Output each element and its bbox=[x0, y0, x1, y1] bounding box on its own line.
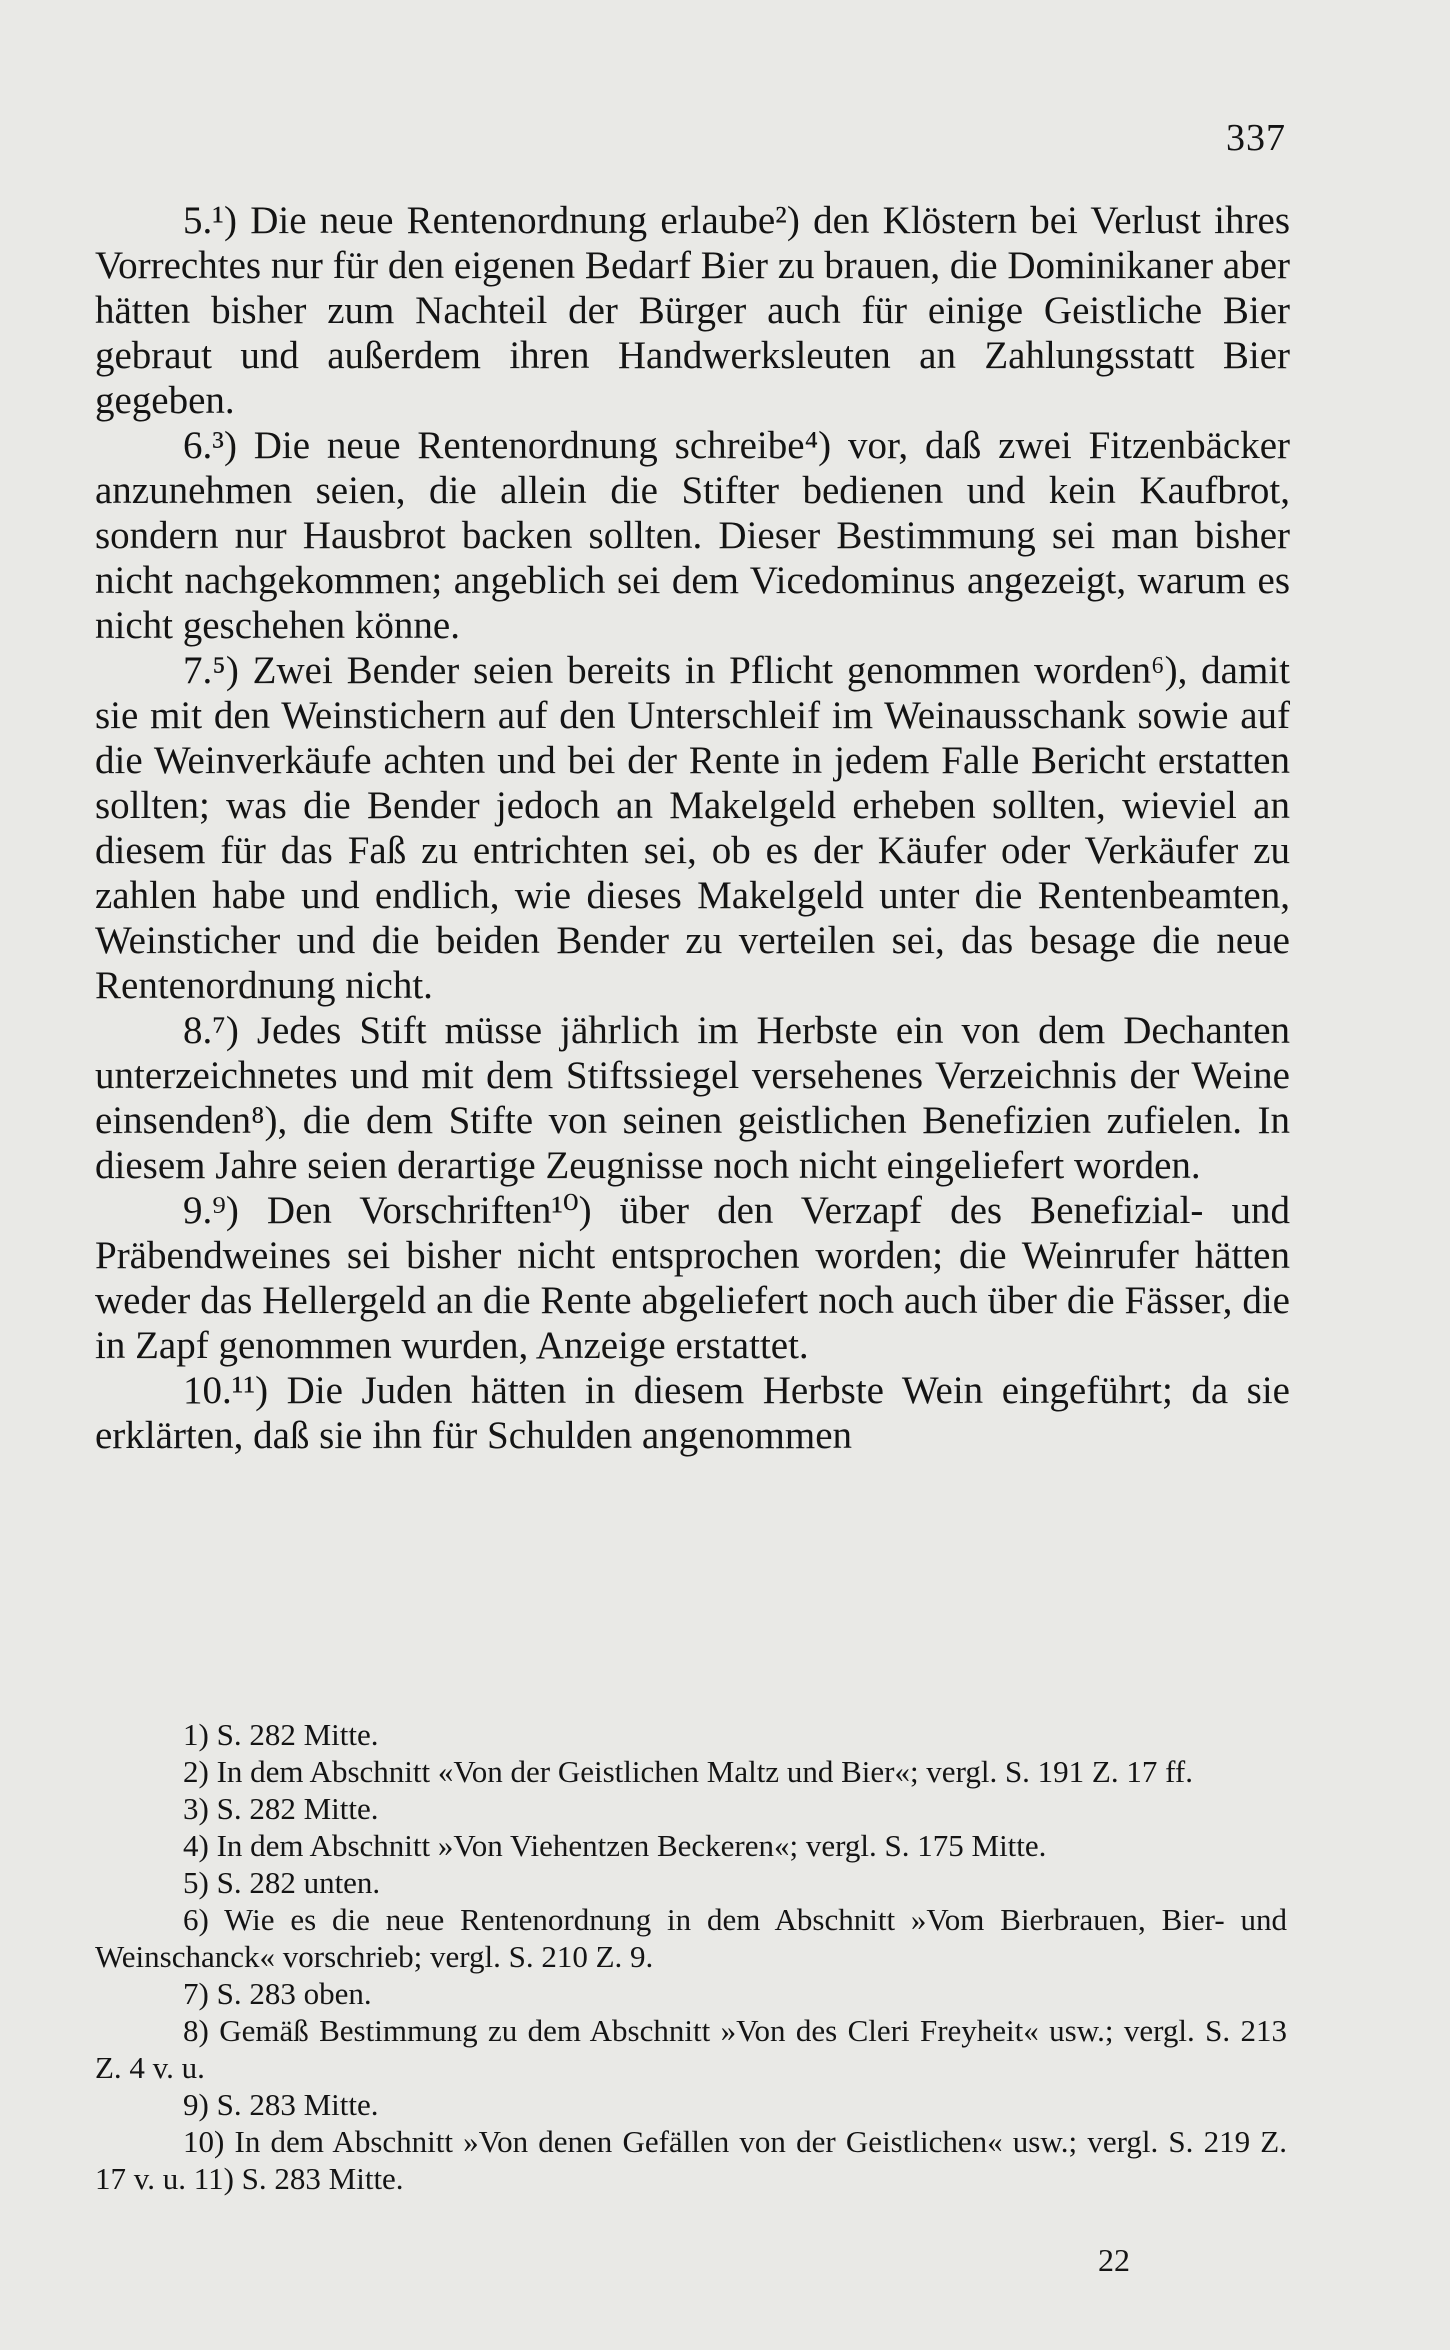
footnote-3: 3) S. 282 Mitte. bbox=[183, 1791, 379, 1826]
footnotes bbox=[95, 1716, 1287, 2197]
footnote-9: 9) S. 283 Mitte. bbox=[183, 2087, 379, 2122]
footnote-7: 7) S. 283 oben. bbox=[183, 1976, 372, 2011]
footnote-4: 4) In dem Abschnitt »Von Viehentzen Beckeren«; vergl. S. 175 Mitte. bbox=[183, 1828, 1047, 1863]
main-text bbox=[95, 198, 1290, 1458]
paragraph-9: 9.⁹) Den Vorschriften¹⁰) über den Verzapf des Benefizial- und Präbendweines sei bisher nicht entsprochen worden; die Weinrufer hätten weder das Hellergeld an die Rente abgeliefert noch auch über die Fässer, die in Zapf genommen wurden, Anzeige erstattet. bbox=[95, 1189, 1290, 1367]
footnote-5: 5) S. 282 unten. bbox=[183, 1865, 381, 1900]
page-number: 337 bbox=[1226, 117, 1286, 159]
footnote-1: 1) S. 282 Mitte. bbox=[183, 1717, 379, 1752]
paragraph-6: 6.³) Die neue Rentenordnung schreibe⁴) vor, daß zwei Fitzenbäcker anzunehmen seien, die allein die Stifter bedienen und kein Kaufbrot, sondern nur Hausbrot backen sollten. Dieser Bestimmung sei man bisher nicht nachgekommen; angeblich sei dem Vicedominus angezeigt, warum es nicht geschehen könne. bbox=[95, 424, 1290, 647]
paragraph-7: 7.⁵) Zwei Bender seien bereits in Pflicht genommen worden⁶), damit sie mit den Weinstichern auf den Unterschleif im Weinausschank sowie auf die Weinverkäufe achten und bei der Rente in jedem Falle Bericht erstatten sollten; was die Bender jedoch an Makelgeld erheben sollten, wieviel an diesem für das Faß zu entrichten sei, ob es der Käufer oder Verkäufer zu zahlen habe und endlich, wie dieses Makelgeld unter die Rentenbeamten, Weinsticher und die beiden Bender zu verteilen sei, das besage die neue Rentenordnung nicht. bbox=[95, 649, 1290, 1007]
signature-mark: 22 bbox=[1098, 2242, 1130, 2278]
footnote-2: 2) In dem Abschnitt «Von der Geistlichen Maltz und Bier«; vergl. S. 191 Z. 17 ff. bbox=[183, 1754, 1193, 1789]
paragraph-8: 8.⁷) Jedes Stift müsse jährlich im Herbste ein von dem Dechanten unterzeichnetes und mit dem Stiftssiegel versehenes Verzeichnis der Weine einsenden⁸), die dem Stifte von seinen geistlichen Benefizien zufielen. In diesem Jahre seien derartige Zeugnisse noch nicht eingeliefert worden. bbox=[95, 1009, 1290, 1187]
footnote-10-11: 10) In dem Abschnitt »Von denen Gefällen von der Geistlichen« usw.; vergl. S. 219 Z. 17 v. u. 11) S. 283 Mitte. bbox=[95, 2124, 1287, 2196]
paragraph-10: 10.¹¹) Die Juden hätten in diesem Herbste Wein eingeführt; da sie erklärten, daß sie ihn für Schulden angenommen bbox=[95, 1369, 1290, 1457]
footnote-6: 6) Wie es die neue Rentenordnung in dem Abschnitt »Vom Bierbrauen, Bier- und Weinschanck« vorschrieb; vergl. S. 210 Z. 9. bbox=[95, 1902, 1287, 1974]
footnote-8: 8) Gemäß Bestimmung zu dem Abschnitt »Von des Cleri Freyheit« usw.; vergl. S. 213 Z. 4 v. u. bbox=[95, 2013, 1287, 2085]
paragraph-5: 5.¹) Die neue Rentenordnung erlaube²) den Klöstern bei Verlust ihres Vorrechtes nur für den eigenen Bedarf Bier zu brauen, die Dominikaner aber hätten bisher zum Nachteil der Bürger auch für einige Geistliche Bier gebraut und außerdem ihren Handwerksleuten an Zahlungsstatt Bier gegeben. bbox=[95, 199, 1290, 422]
